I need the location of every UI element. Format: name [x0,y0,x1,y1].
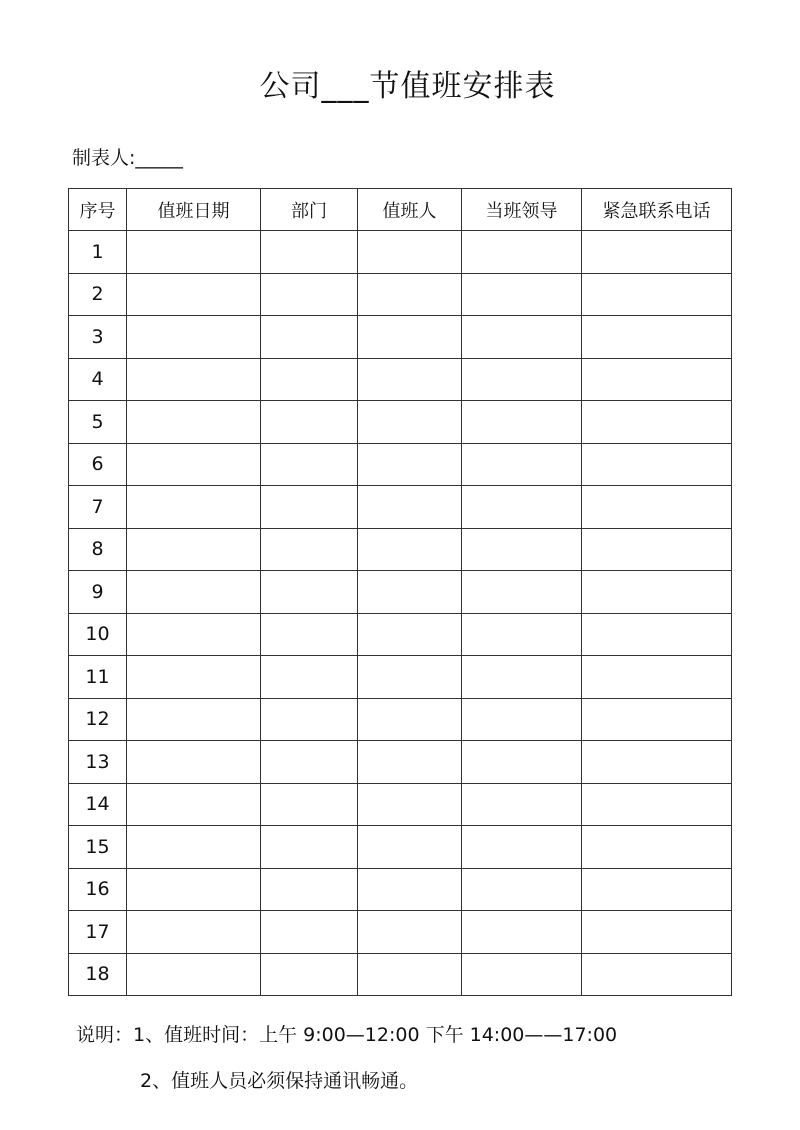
table-row [69,783,732,826]
emergency-phone-cell[interactable] [582,656,732,699]
duty-person-cell[interactable] [358,741,462,784]
duty-person-cell[interactable] [358,316,462,359]
emergency-phone-cell[interactable] [582,316,732,359]
leader-cell[interactable] [462,358,582,401]
duty-person-cell[interactable] [358,486,462,529]
duty-person-cell[interactable] [358,273,462,316]
leader-cell[interactable] [462,911,582,954]
department-cell[interactable] [261,698,358,741]
header-serial-number: 序号 [69,189,127,231]
leader-cell[interactable] [462,868,582,911]
table-body [69,231,732,996]
emergency-phone-cell[interactable] [582,231,732,274]
header-leader-on-duty: 当班领导 [462,189,582,231]
leader-cell[interactable] [462,826,582,869]
department-cell[interactable] [261,911,358,954]
leader-cell[interactable] [462,571,582,614]
serial-number-cell: 14 [69,783,127,826]
department-cell[interactable] [261,826,358,869]
serial-number-cell: 6 [69,443,127,486]
serial-number-cell: 4 [69,358,127,401]
serial-number-cell: 17 [69,911,127,954]
serial-number-cell: 13 [69,741,127,784]
serial-number-cell: 7 [69,486,127,529]
serial-number-cell: 16 [69,868,127,911]
duty-person-cell[interactable] [358,656,462,699]
duty-date-cell[interactable] [127,316,261,359]
duty-person-cell[interactable] [358,868,462,911]
emergency-phone-cell[interactable] [582,613,732,656]
emergency-phone-cell[interactable] [582,358,732,401]
serial-number-cell: 11 [69,656,127,699]
leader-cell[interactable] [462,401,582,444]
leader-cell[interactable] [462,741,582,784]
page-title: 公司___节值班安排表 [259,69,556,104]
leader-cell[interactable] [462,953,582,996]
serial-number-cell: 5 [69,401,127,444]
duty-date-cell[interactable] [127,273,261,316]
department-cell[interactable] [261,868,358,911]
department-cell[interactable] [261,273,358,316]
duty-person-cell[interactable] [358,698,462,741]
department-cell[interactable] [261,231,358,274]
table-row [69,316,732,359]
header-department: 部门 [261,189,358,231]
table-row [69,656,732,699]
emergency-phone-cell[interactable] [582,528,732,571]
duty-person-cell[interactable] [358,443,462,486]
serial-number-cell: 15 [69,826,127,869]
department-cell[interactable] [261,443,358,486]
duty-date-cell[interactable] [127,358,261,401]
leader-cell[interactable] [462,698,582,741]
serial-number-cell: 9 [69,571,127,614]
duty-person-cell[interactable] [358,826,462,869]
emergency-phone-cell[interactable] [582,783,732,826]
table-row [69,401,732,444]
emergency-phone-cell[interactable] [582,826,732,869]
duty-date-cell[interactable] [127,953,261,996]
header-emergency-phone: 紧急联系电话 [582,189,732,231]
table-header-row [69,189,732,231]
table-row [69,613,732,656]
emergency-phone-cell[interactable] [582,486,732,529]
emergency-phone-cell[interactable] [582,571,732,614]
duty-date-cell[interactable] [127,911,261,954]
duty-person-cell[interactable] [358,911,462,954]
duty-date-cell[interactable] [127,741,261,784]
maker-field: 制表人:_____ [72,147,183,169]
table-row [69,231,732,274]
duty-date-cell[interactable] [127,401,261,444]
table-row [69,443,732,486]
duty-person-cell[interactable] [358,783,462,826]
table-row [69,358,732,401]
duty-date-cell[interactable] [127,656,261,699]
duty-date-cell[interactable] [127,443,261,486]
emergency-phone-cell[interactable] [582,698,732,741]
leader-cell[interactable] [462,316,582,359]
department-cell[interactable] [261,528,358,571]
department-cell[interactable] [261,358,358,401]
department-cell[interactable] [261,613,358,656]
note-line-2: 2、值班人员必须保持通讯畅通。 [140,1070,419,1092]
emergency-phone-cell[interactable] [582,443,732,486]
table-row [69,571,732,614]
department-cell[interactable] [261,783,358,826]
duty-date-cell[interactable] [127,783,261,826]
table-row [69,273,732,316]
emergency-phone-cell[interactable] [582,401,732,444]
department-cell[interactable] [261,571,358,614]
serial-number-cell: 12 [69,698,127,741]
department-cell[interactable] [261,656,358,699]
leader-cell[interactable] [462,656,582,699]
serial-number-cell: 8 [69,528,127,571]
leader-cell[interactable] [462,613,582,656]
leader-cell[interactable] [462,528,582,571]
serial-number-cell: 1 [69,231,127,274]
duty-person-cell[interactable] [358,528,462,571]
duty-person-cell[interactable] [358,358,462,401]
duty-person-cell[interactable] [358,231,462,274]
table-row [69,741,732,784]
note-line-1: 说明：1、值班时间：上午 9:00—12:00 下午 14:00——17:00 [76,1024,618,1046]
table-row [69,826,732,869]
emergency-phone-cell[interactable] [582,273,732,316]
emergency-phone-cell[interactable] [582,741,732,784]
duty-person-cell[interactable] [358,401,462,444]
department-cell[interactable] [261,316,358,359]
duty-date-cell[interactable] [127,486,261,529]
duty-date-cell[interactable] [127,613,261,656]
header-duty-date: 值班日期 [127,189,261,231]
emergency-phone-cell[interactable] [582,868,732,911]
department-cell[interactable] [261,741,358,784]
department-cell[interactable] [261,401,358,444]
serial-number-cell: 18 [69,953,127,996]
duty-person-cell[interactable] [358,953,462,996]
duty-date-cell[interactable] [127,231,261,274]
duty-date-cell[interactable] [127,868,261,911]
duty-date-cell[interactable] [127,698,261,741]
header-duty-person: 值班人 [358,189,462,231]
duty-date-cell[interactable] [127,571,261,614]
department-cell[interactable] [261,486,358,529]
department-cell[interactable] [261,953,358,996]
table-row [69,528,732,571]
duty-person-cell[interactable] [358,613,462,656]
duty-date-cell[interactable] [127,826,261,869]
duty-person-cell[interactable] [358,571,462,614]
leader-cell[interactable] [462,231,582,274]
duty-date-cell[interactable] [127,528,261,571]
serial-number-cell: 3 [69,316,127,359]
duty-schedule-table [68,188,732,996]
table-row [69,868,732,911]
serial-number-cell: 2 [69,273,127,316]
leader-cell[interactable] [462,273,582,316]
serial-number-cell: 10 [69,613,127,656]
emergency-phone-cell[interactable] [582,953,732,996]
leader-cell[interactable] [462,486,582,529]
table-row [69,486,732,529]
leader-cell[interactable] [462,783,582,826]
table-row [69,911,732,954]
emergency-phone-cell[interactable] [582,911,732,954]
table-row [69,698,732,741]
leader-cell[interactable] [462,443,582,486]
table-row [69,953,732,996]
